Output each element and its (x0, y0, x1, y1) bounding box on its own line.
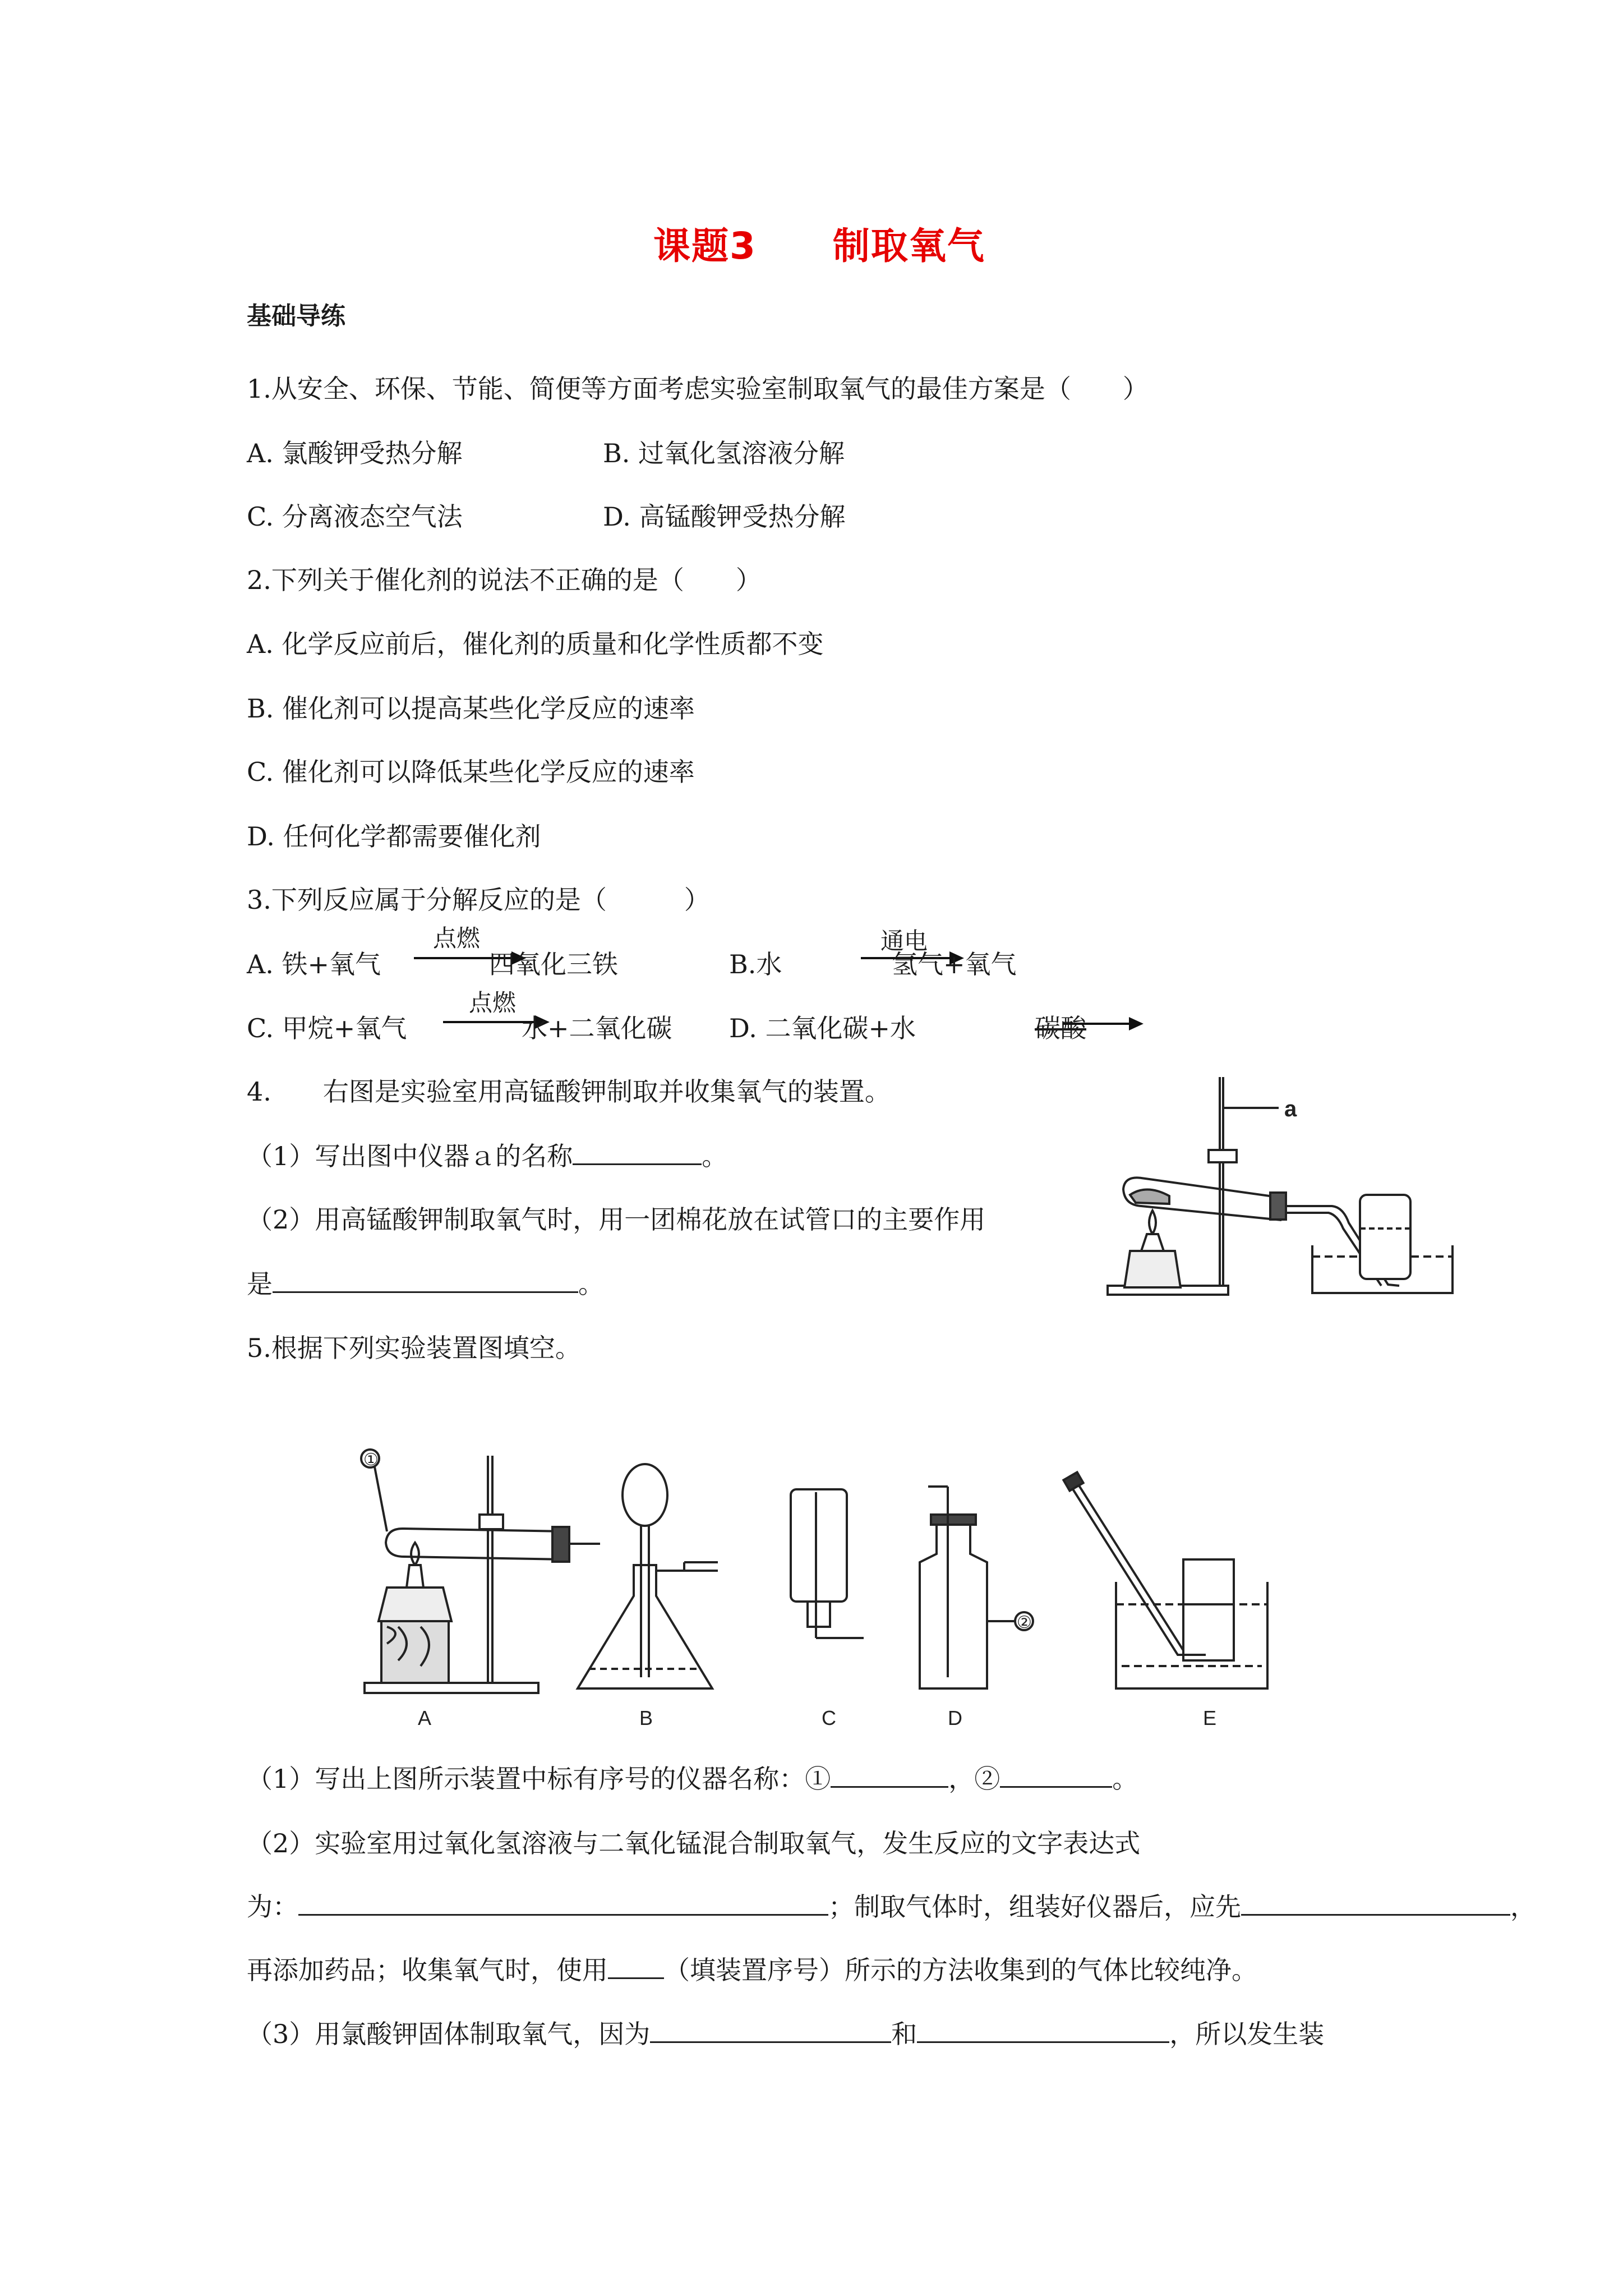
q3-option-a-condition: 点燃 (433, 924, 481, 952)
q5-label-a: A (418, 1706, 432, 1729)
q5-part2b-mid: ；制取气体时，组装好仪器后，应先 (828, 1892, 1241, 1922)
q5-part3-mid: 和 (891, 2019, 917, 2049)
page-title: 课题3 制取氧气 (653, 224, 985, 268)
q5-part3-text: （3）用氯酸钾固体制取氧气，因为 (247, 2019, 651, 2049)
q5-part3 (247, 2014, 1324, 2051)
q5-label-b: B (639, 1706, 653, 1729)
q4-part2: （2）用高锰酸钾制取氧气时，用一团棉花放在试管口的主要作用 (247, 1204, 986, 1235)
q2-option-c[interactable]: C. 催化剂可以降低某些化学反应的速率 (247, 757, 695, 787)
q5-part1-mid: ，② (948, 1764, 1000, 1794)
q3-option-d-reactants[interactable]: D. 二氧化碳+水 (729, 1013, 916, 1043)
q3-option-b-reactants[interactable]: B.水 (729, 949, 782, 979)
q5-marker-2: ② (1017, 1613, 1032, 1632)
q4-part1 (247, 1136, 727, 1173)
q4-part2b-text: 是 (247, 1269, 273, 1299)
q5-part2b (247, 1887, 1536, 1924)
q5-answer-blank-7[interactable] (917, 2016, 1169, 2043)
q4-part1-text: （1）写出图中仪器ａ的名称 (247, 1141, 573, 1171)
q2-stem: 2.下列关于催化剂的说法不正确的是（ ） (247, 565, 762, 595)
q2-option-a[interactable]: A. 化学反应前后，催化剂的质量和化学性质都不变 (247, 629, 824, 659)
q5-answer-blank-3[interactable] (298, 1888, 828, 1916)
q1-option-a[interactable]: A. 氯酸钾受热分解 (247, 438, 463, 468)
q5-answer-blank-6[interactable] (650, 2016, 891, 2043)
q4-part2b (247, 1264, 604, 1301)
q3-option-b-products: 氢气+氧气 (892, 949, 1017, 979)
q5-part2c-text-1: 再添加药品；收集氧气时，使用 (247, 1955, 608, 1985)
q4-answer-blank-2[interactable] (273, 1266, 578, 1293)
q5-answer-blank-5[interactable] (608, 1952, 664, 1979)
q5-label-e: E (1203, 1706, 1217, 1729)
q4-part1-end: 。 (702, 1141, 728, 1171)
q5-part1-end: 。 (1112, 1764, 1138, 1794)
q5-answer-blank-4[interactable] (1241, 1888, 1510, 1916)
q4-apparatus-figure (1096, 1066, 1455, 1307)
q5-part3-end: ，所以发生装 (1169, 2019, 1325, 2049)
q5-part2c (247, 1950, 1257, 1987)
q5-part2b-text: 为： (247, 1892, 298, 1922)
q3-option-c-reactants[interactable]: C. 甲烷+氧气 (247, 1013, 407, 1043)
q2-option-b[interactable]: B. 催化剂可以提高某些化学反应的速率 (247, 693, 695, 724)
q1-option-b[interactable]: B. 过氧化氢溶液分解 (603, 438, 845, 468)
q5-apparatus-figure (353, 1442, 1307, 1739)
q5-label-d: D (948, 1706, 962, 1729)
q5-part2b-end: ， (1510, 1892, 1536, 1922)
q5-stem: 5.根据下列实验装置图填空。 (247, 1333, 581, 1363)
q1-stem: 1.从安全、环保、节能、简便等方面考虑实验室制取氧气的最佳方案是（ ） (247, 374, 1149, 404)
q1-option-d[interactable]: D. 高锰酸钾受热分解 (603, 501, 846, 532)
section-heading: 基础导练 (247, 302, 345, 330)
q5-marker-1: ① (363, 1451, 379, 1469)
q3-option-d-arrow (1063, 1023, 1141, 1025)
q5-part2a: （2）实验室用过氧化氢溶液与二氧化锰混合制取氧气，发生反应的文字表达式 (247, 1828, 1141, 1858)
q3-option-b-condition: 通电 (880, 927, 928, 955)
q5-part2c-text-2: （填装置序号）所示的方法收集到的气体比较纯净。 (664, 1955, 1257, 1985)
q3-option-a-reactants[interactable]: A. 铁+氧气 (247, 949, 381, 979)
q3-option-c-condition: 点燃 (469, 989, 517, 1016)
q4-stem: 4. 右图是实验室用高锰酸钾制取并收集氧气的装置。 (247, 1076, 891, 1107)
q5-label-c: C (822, 1706, 836, 1729)
q4-answer-blank-1[interactable] (573, 1138, 702, 1165)
q3-option-c-products: 水+二氧化碳 (522, 1013, 672, 1043)
q2-option-d[interactable]: D. 任何化学都需要催化剂 (247, 821, 541, 852)
q5-answer-blank-2[interactable] (1000, 1760, 1112, 1788)
q4-part2b-end: 。 (578, 1269, 604, 1299)
q4-label-a: a (1284, 1097, 1297, 1121)
q5-part1-text: （1）写出上图所示装置中标有序号的仪器名称：① (247, 1764, 831, 1794)
q3-stem: 3.下列反应属于分解反应的是（ ） (247, 885, 710, 915)
q3-option-d-product: 碳酸 (1035, 1013, 1086, 1043)
q1-option-c[interactable]: C. 分离液态空气法 (247, 501, 463, 532)
q5-answer-blank-1[interactable] (831, 1760, 948, 1788)
q5-part1 (247, 1759, 1138, 1796)
q3-option-a-product: 四氧化三铁 (489, 949, 618, 979)
